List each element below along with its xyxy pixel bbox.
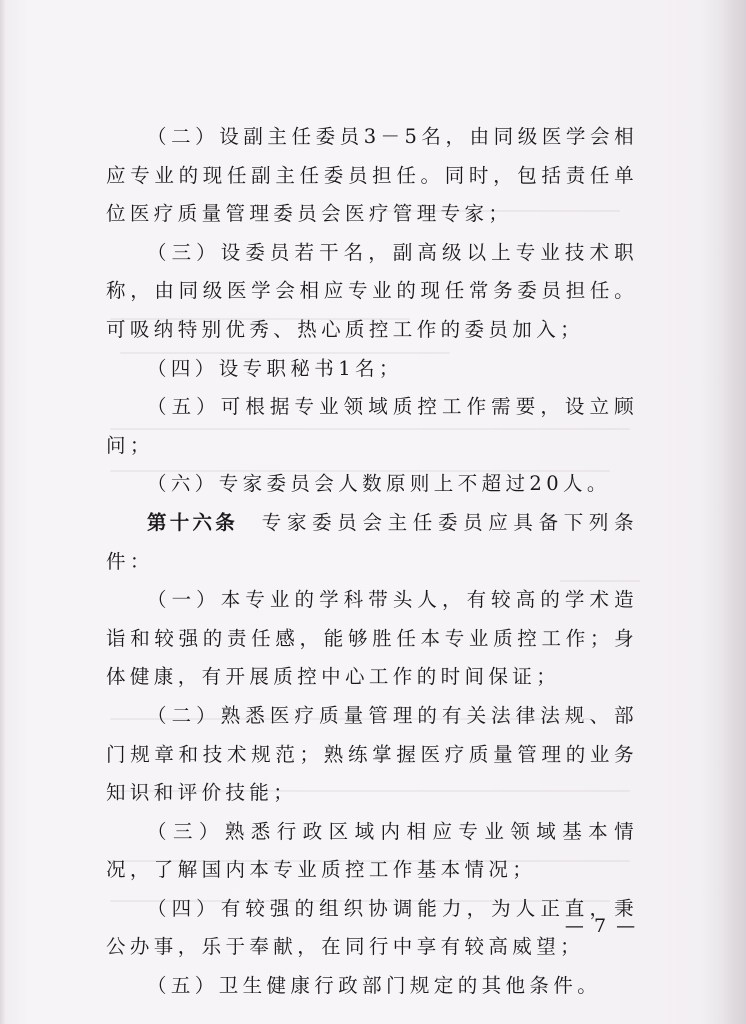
page-edge-shadow: [722, 0, 746, 1024]
article-16-text: 专家委员会主任委员应具备下列条件：: [106, 510, 638, 573]
article-16-spacer: [238, 511, 262, 534]
paragraph-member-limit: （六）专家委员会人数原则上不超过20人。: [147, 472, 611, 496]
paragraph-secretary: （四）设专职秘书1名；: [147, 356, 403, 380]
condition-item: （五）卫生健康行政部门规定的其他条件。: [147, 974, 602, 998]
article-16-heading: 第十六条: [147, 510, 239, 534]
paragraph-vice-chair: （二）设副主任委员3－5名，由同级医学会相应专业的现任副主任委员担任。同时，包括责任单位医疗质量管理委员会医疗管理专家；: [106, 125, 638, 226]
document-body: [106, 118, 638, 1006]
condition-item: （四）有较强的组织协调能力，为人正直，秉公办事，乐于奉献，在同行中享有较高威望；: [106, 896, 638, 959]
article-16: [106, 504, 638, 581]
paragraph-advisors: （五）可根据专业领域质控工作需要，设立顾问；: [106, 395, 638, 457]
condition-item: （一）本专业的学科带头人，有较高的学术造诣和较强的责任感，能够胜任本专业质控工作；身体健康，有开展质控中心工作的时间保证；: [106, 588, 638, 689]
page-number: — 7 —: [564, 915, 638, 937]
condition-item: （三）熟悉行政区域内相应专业领域基本情况，了解国内本专业质控工作基本情况；: [106, 819, 638, 882]
paragraph-members: （三）设委员若干名，副高级以上专业技术职称，由同级医学会相应专业的现任常务委员担任。可吸纳特别优秀、热心质控工作的委员加入；: [106, 240, 638, 341]
condition-item: （二）熟悉医疗质量管理的有关法律法规、部门规章和技术规范；熟练掌握医疗质量管理的业务知识和评价技能；: [106, 703, 638, 805]
